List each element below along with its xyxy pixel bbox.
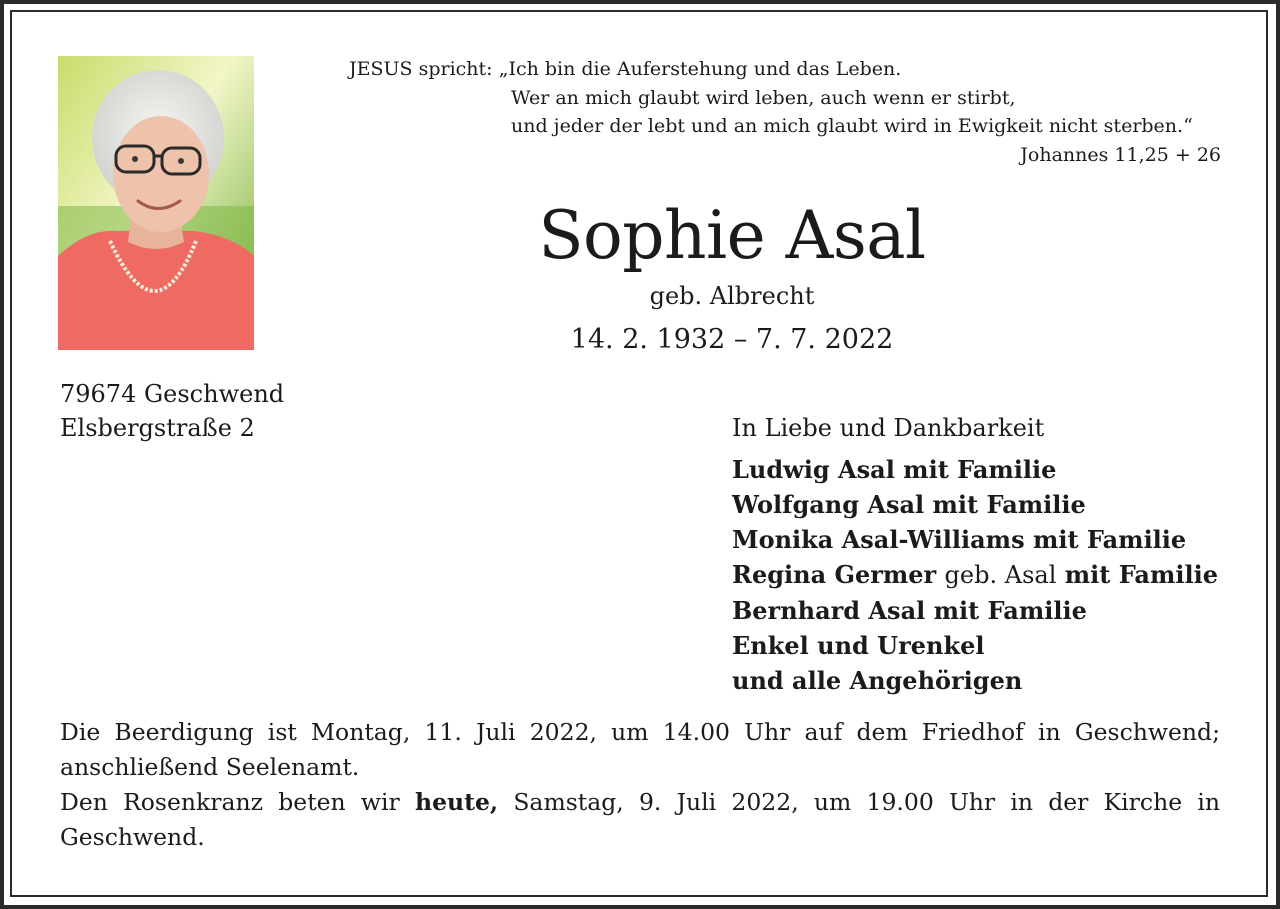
life-dates: 14. 2. 1932 – 7. 7. 2022: [570, 324, 894, 355]
bible-verse-line: und jeder der lebt und an mich glaubt wird in Ewigkeit nicht sterben.“: [511, 115, 1193, 137]
rosary-suffix: Samstag, 9. Juli 2022, um 19.00 Uhr in der Kirche in Geschwend.: [60, 788, 1220, 851]
mourner-entry: Monika Asal-Williams mit Familie: [732, 525, 1187, 554]
mourners-list: [732, 452, 1218, 698]
mourner-birth-name: geb. Asal: [944, 561, 1057, 589]
rosary-prefix: Den Rosenkranz beten wir: [60, 788, 400, 816]
mourners-intro: In Liebe und Dankbarkeit: [732, 414, 1045, 442]
mourner-suffix: mit Familie: [1064, 560, 1218, 589]
mourner-name: Regina Germer: [732, 560, 937, 589]
funeral-details: Die Beerdigung ist Montag, 11. Juli 2022, um 14.00 Uhr auf dem Friedhof in Geschwend; anschließend Seelenamt.: [60, 718, 1220, 781]
bible-verse-line: Wer an mich glaubt wird leben, auch wenn er stirbt,: [511, 87, 1016, 109]
mourner-entry: [732, 557, 1218, 593]
service-information: [60, 715, 1220, 855]
bible-verse-intro: JESUS spricht: „Ich bin die Auferstehung und das Leben.: [349, 58, 902, 80]
portrait-photo: [58, 56, 254, 350]
mourner-entry: und alle Angehörigen: [732, 666, 1023, 695]
mourner-entry: Ludwig Asal mit Familie: [732, 455, 1057, 484]
mourner-entry: Bernhard Asal mit Familie: [732, 596, 1087, 625]
maiden-name: geb. Albrecht: [649, 282, 815, 310]
deceased-name: Sophie Asal: [538, 197, 926, 274]
rosary-emphasis: heute,: [414, 788, 499, 816]
mourner-entry: Wolfgang Asal mit Familie: [732, 490, 1086, 519]
address-street: Elsbergstraße 2: [60, 414, 255, 442]
bible-verse-reference: Johannes 11,25 + 26: [1020, 144, 1221, 166]
rosary-details: [60, 785, 1220, 855]
mourner-entry: Enkel und Urenkel: [732, 631, 985, 660]
address-city: 79674 Geschwend: [60, 380, 285, 408]
